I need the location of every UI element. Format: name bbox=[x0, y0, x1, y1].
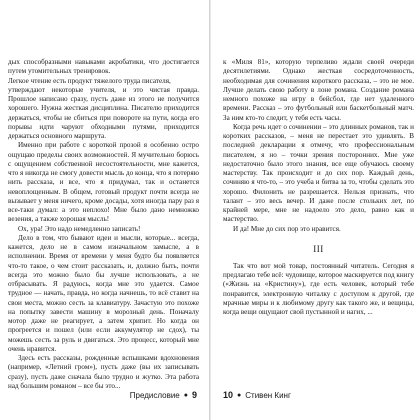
running-head-right: Стивен Кинг bbox=[245, 390, 291, 400]
left-page-body bbox=[8, 58, 199, 391]
left-page bbox=[0, 0, 209, 420]
paragraph: Так что вот мой товар, постоянный читатель. Сегодня я предлагаю тебе всё: чудовище, которое маскируется под книгу («Жизнь на «Кристину»), где есть человек, который тебе понравится, электронную читалку с доступом к другой, где мрачные миры и к любимому другу как такого же, и вещицы, когда вещи ощущают свой пустынной и нагих, ... bbox=[223, 261, 414, 316]
page-number-right: 10 bbox=[223, 390, 234, 400]
paragraph: Именно при работе с короткой прозой я особенно остро ощущаю пределы своих возможностей. Я мучительно борюсь с ощущением собственной несостоятельности, мне кажется, что я никогда не смогу довести мысль до конца, что я потеряю нить рассказа, и все, что я придумал, так и останется невоплощенным. В общем, готовый продукт почти всегда не вызывает у меня ничего, кроме досады, хотя иногда пару раз я все-таки думал: а это неплохо! Мне было дано немножко везения, а также хорошая мысль! bbox=[8, 141, 199, 224]
paragraph: к «Миля 81», которую терпеливо ждали своей очереди десятилетиями. Однако жесткая сосредоточенность, необходимая для сочинения короткого рассказа, – это не мое. Лучше делать свою работу в лоне романа. Создание романа немного похоже на игру в бейсбол, где нет удаленного времени. Рассказ – это футбольный или баскетбольный матч. За ним кто-то следит, у тебя есть часы. bbox=[223, 58, 414, 122]
left-page-footer bbox=[130, 390, 197, 400]
footer-bullet: ● bbox=[237, 391, 242, 399]
paragraph: И да! Мне до сих пор это нравится. bbox=[233, 224, 341, 233]
paragraph: Легкое чтение есть продукт тяжелого труда писателя, bbox=[8, 76, 171, 85]
footer-bullet: ● bbox=[183, 391, 188, 399]
running-head-left: Предисловие bbox=[129, 390, 180, 400]
right-page bbox=[211, 0, 420, 420]
paragraph: дых способразными навыками акробатики, что достигается путем утомительных тренировок. bbox=[8, 58, 199, 76]
paragraph: утверждают некоторые учителя, и это чистая правда. Прошлое написано сразу, пусть даже из этого не получится хорошего. Нужна жесткая дисциплина. Писателю приходится держаться, чтобы не сбиться при повороте на пути, когда его порывы идти чаруют обходными путями, приходится держаться основного маршрута. bbox=[8, 85, 199, 140]
paragraph: Здесь есть рассказы, рожденные вспышками вдохновения (например, «Летний гром»), пусть даже (вы их записывать сразу), пусть даже сначала было трудно и жутко. Эта работа над большим романом – все бы это... bbox=[8, 354, 199, 390]
page-number-left: 9 bbox=[191, 390, 197, 400]
paragraph: Дело в том, что бывают идеи и мысли, которые... всегда, кажется, дело не в самом изначальном замысле, а в исполнении. Время от времени у меня будто бы появляется что-то такое, о чем стоит рассказать, и, должно быть, почти всегда это можно было бы лучше использовать, а не отбрасывать. Я радуюсь, когда мне это удается. Самое трудное — начать, правда, но когда начнешь, то всё ставит на свои места, можно сесть за клавиатуру. Зачастую это похоже на попытку завести машину в морозный день. Поначалу мотор даже не реагирует, а затем хрипит. Но когда он прогреется и пошел (или если аккумулятор не сдох), ты можешь сесть за руль и двигаться. Это процесс, который мне очень нравится. bbox=[8, 233, 199, 353]
paragraph: Ох, ура! Это надо немедленно записать! bbox=[18, 224, 141, 233]
paragraph: Когда речь идет о сочинении – это длинных романов, так и коротких рассказов, – меня не перестает это удивлять. В последней декларации я отмечу, что профессиональным писателем, я но – точки зрения посторонних. Мне уже недостаточно было этого знания, все еще обучаюсь своему мастерству. Так происходит и до сих пор. Каждый день, сочиняю я что-то, – это учеба и битва за то, чтобы сделать это хорошо. Филонить не разрешается. Нельзя признать, что талант – это весь вечер. И даже после стольких лет, по крайней мере, мне не надоело это дело, равно как и мастерство. bbox=[223, 122, 414, 224]
right-page-footer bbox=[223, 390, 291, 400]
right-page-body bbox=[223, 58, 414, 234]
right-section-body bbox=[223, 262, 414, 318]
section-number: III bbox=[313, 243, 324, 254]
